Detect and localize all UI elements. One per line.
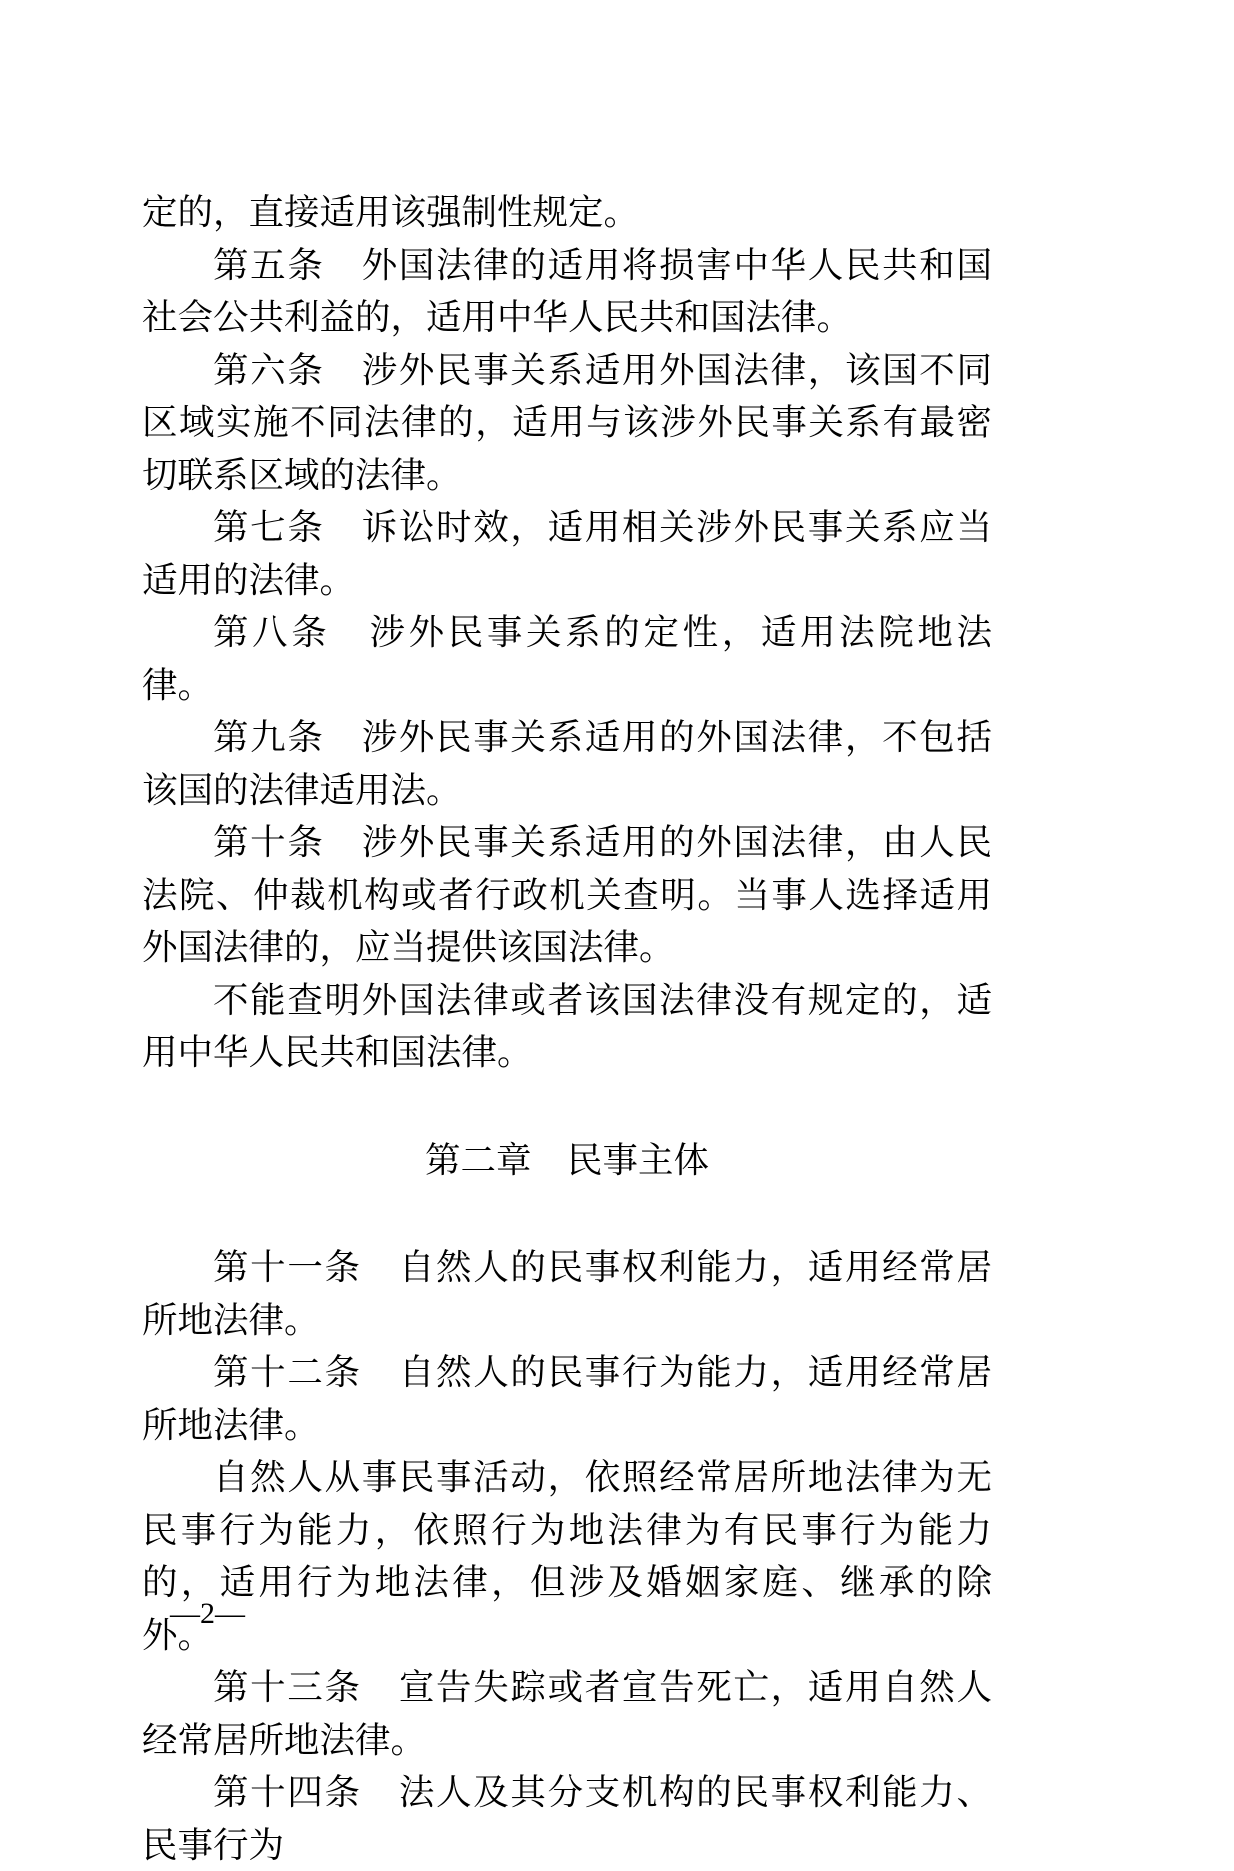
article-8-paragraph: 第八条 涉外民事关系的定性，适用法院地法律。 bbox=[142, 612, 992, 705]
page-number: —2— bbox=[170, 1597, 245, 1630]
article-12-second-paragraph: 自然人从事民事活动，依照经常居所地法律为无民事行为能力，依照行为地法律为有民事行为能力的，适用行为地法律，但涉及婚姻家庭、继承的除外。 bbox=[142, 1457, 992, 1655]
article-13-paragraph: 第十三条 宣告失踪或者宣告死亡，适用自然人经常居所地法律。 bbox=[142, 1667, 992, 1760]
article-14-paragraph: 第十四条 法人及其分支机构的民事权利能力、民事行为 bbox=[142, 1772, 992, 1865]
article-10-second-paragraph: 不能查明外国法律或者该国法律没有规定的，适用中华人民共和国法律。 bbox=[142, 979, 992, 1072]
article-6-paragraph: 第六条 涉外民事关系适用外国法律，该国不同区域实施不同法律的，适用与该涉外民事关系有最密切联系区域的法律。 bbox=[142, 349, 992, 495]
heading-spacer-below bbox=[142, 1186, 992, 1241]
paragraph-continuation: 定的，直接适用该强制性规定。 bbox=[142, 192, 640, 232]
article-10-paragraph: 第十条 涉外民事关系适用的外国法律，由人民法院、仲裁机构或者行政机关查明。当事人选择适用外国法律的，应当提供该国法律。 bbox=[142, 822, 992, 967]
article-11-paragraph: 第十一条 自然人的民事权利能力，适用经常居所地法律。 bbox=[142, 1247, 992, 1340]
heading-spacer-above bbox=[142, 1079, 992, 1134]
page-body-text bbox=[142, 186, 992, 1871]
article-5-paragraph: 第五条 外国法律的适用将损害中华人民共和国社会公共利益的，适用中华人民共和国法律。 bbox=[142, 244, 992, 337]
article-9-paragraph: 第九条 涉外民事关系适用的外国法律，不包括该国的法律适用法。 bbox=[142, 717, 992, 810]
article-7-paragraph: 第七条 诉讼时效，适用相关涉外民事关系应当适用的法律。 bbox=[142, 507, 992, 600]
chapter-2-heading: 第二章 民事主体 bbox=[424, 1139, 709, 1180]
article-12-paragraph: 第十二条 自然人的民事行为能力，适用经常居所地法律。 bbox=[142, 1352, 992, 1445]
